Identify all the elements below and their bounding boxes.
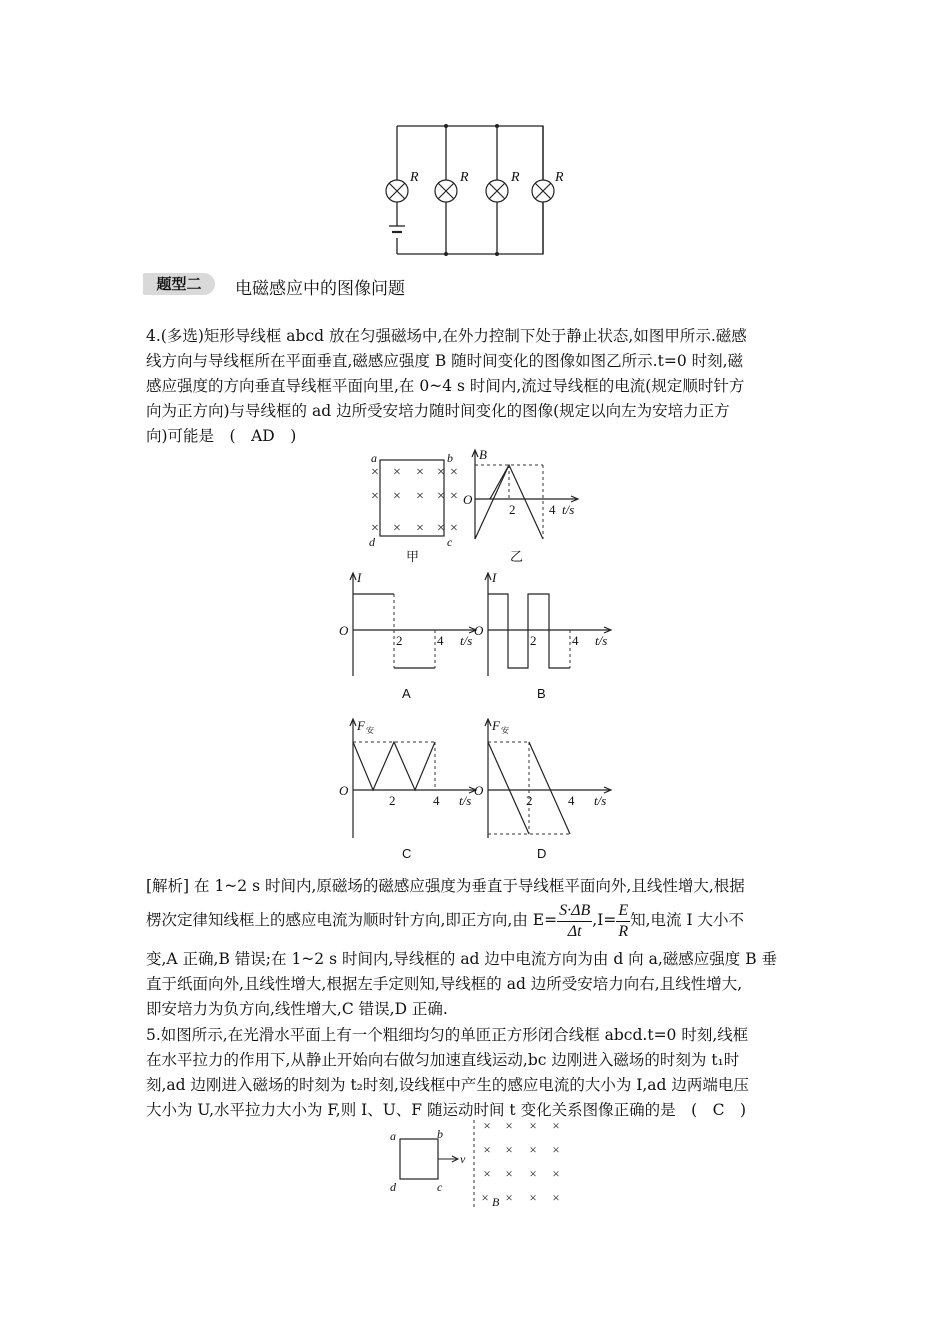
svg-text:×: × (481, 1190, 489, 1205)
q4-line: 感应强度的方向垂直导线框平面向里,在 0~4 s 时间内,流过导线框的电流(规定顺时针方 (146, 377, 745, 395)
svg-text:4: 4 (433, 793, 440, 808)
svg-text:×: × (416, 521, 424, 536)
q4-line: 4.(多选)矩形导线框 abcd 放在匀强磁场中,在外力控制下处于静止状态,如图甲所示.磁感 (146, 327, 747, 345)
option-a-graph (335, 570, 485, 680)
caption-option-c: C (402, 846, 412, 861)
svg-text:B: B (479, 447, 487, 462)
field-cross (371, 465, 458, 536)
svg-text:安: 安 (366, 726, 374, 735)
svg-text:×: × (505, 1142, 513, 1157)
svg-text:2: 2 (530, 633, 537, 648)
svg-text:a: a (390, 1129, 396, 1143)
svg-text:×: × (552, 1118, 560, 1133)
corner-b: b (447, 451, 453, 465)
svg-text:b: b (437, 1127, 443, 1141)
q5-figure (385, 1118, 575, 1213)
analysis-line: 即安培力为负方向,线性增大,C 错误,D 正确. (146, 1000, 448, 1018)
resistor-label: R (555, 170, 564, 185)
q5-line: 大小为 U,水平拉力大小为 F,则 I、U、F 随运动时间 t 变化关系图像正确的是 ( C ) (146, 1101, 747, 1119)
svg-text:×: × (529, 1142, 537, 1157)
figure-yi (455, 447, 590, 542)
svg-text:t/s: t/s (562, 502, 575, 517)
svg-text:×: × (416, 465, 424, 480)
svg-text:O: O (339, 623, 349, 638)
svg-text:v: v (460, 1152, 466, 1166)
svg-text:×: × (393, 521, 401, 536)
svg-text:×: × (416, 489, 424, 504)
svg-text:×: × (529, 1166, 537, 1181)
svg-text:×: × (483, 1142, 491, 1157)
svg-text:2: 2 (526, 793, 533, 808)
svg-text:×: × (505, 1166, 513, 1181)
svg-text:×: × (552, 1190, 560, 1205)
svg-text:O: O (474, 783, 484, 798)
fraction-emf: $\frac{S\cdot\Delta B}{\Delta t}$ (559, 901, 591, 940)
option-b-graph (470, 570, 620, 680)
svg-text:×: × (483, 1118, 491, 1133)
caption-option-b: B (537, 686, 546, 701)
figure-jia (364, 452, 464, 548)
svg-text:F: F (492, 718, 500, 733)
svg-text:×: × (371, 465, 379, 480)
svg-text:×: × (437, 521, 445, 536)
caption-option-d: D (537, 846, 547, 861)
svg-text:O: O (339, 783, 349, 798)
svg-text:4: 4 (549, 502, 556, 517)
svg-text:F: F (357, 718, 365, 733)
option-c-graph (335, 716, 485, 842)
circuit-diagram (380, 118, 564, 260)
resistor-label: R (460, 170, 469, 185)
q5-line: 5.如图所示,在光滑水平面上有一个粗细均匀的单匝正方形闭合线框 abcd.t=0 时刻,线框 (146, 1026, 749, 1044)
q5-line: 刻,ad 边刚进入磁场的时刻为 t₂时刻,设线框中产生的感应电流的大小为 I,ad 边两端电压 (146, 1076, 749, 1094)
svg-text:O: O (463, 492, 473, 507)
analysis-line: 直于纸面向外,且线性增大,根据左手定则知,导线框的 ad 边所受安培力向右,且线性增大, (146, 975, 743, 993)
svg-text:2: 2 (389, 793, 396, 808)
q4-line: 向)可能是 ( AD ) (146, 427, 297, 445)
caption-yi: 乙 (510, 550, 524, 565)
svg-text:×: × (505, 1190, 513, 1205)
svg-text:×: × (393, 489, 401, 504)
svg-text:c: c (437, 1180, 443, 1194)
svg-text:I: I (492, 570, 497, 585)
caption-option-a: A (402, 686, 411, 701)
q4-line: 向为正方向)与导线框的 ad 边所受安培力随时间变化的图像(规定以向左为安培力正方 (146, 402, 730, 420)
svg-text:×: × (552, 1142, 560, 1157)
corner-d: d (369, 535, 375, 549)
svg-text:4: 4 (568, 793, 575, 808)
analysis-line: 变,A 正确,B 错误;在 1~2 s 时间内,导线框的 ad 边中电流方向为由 d 向 a,磁感应强度 B 垂 (146, 950, 778, 968)
svg-text:O: O (474, 623, 484, 638)
svg-text:t/s: t/s (595, 633, 608, 648)
svg-text:×: × (371, 489, 379, 504)
svg-text:2: 2 (509, 502, 516, 517)
svg-text:×: × (371, 521, 379, 536)
caption-jia: 甲 (406, 550, 420, 565)
analysis-formula-line: 楞次定律知线框上的感应电流为顺时针方向,即正方向,由 E= $\frac{S\cdot\Delta B}{\Delta t}$ ,I= $\frac{E}{R}$ 知,电流 I 大小不 (146, 901, 744, 940)
corner-a: a (371, 451, 377, 465)
svg-text:×: × (505, 1118, 513, 1133)
q4-line: 线方向与导线框所在平面垂直,磁感应强度 B 随时间变化的图像如图乙所示.t=0 时刻,磁 (146, 352, 744, 370)
svg-text:4: 4 (572, 633, 579, 648)
resistor-label: R (511, 170, 520, 185)
svg-text:×: × (450, 489, 458, 504)
svg-text:I: I (357, 570, 362, 585)
section-title: 电磁感应中的图像问题 (235, 279, 405, 299)
svg-text:×: × (437, 489, 445, 504)
svg-text:×: × (483, 1166, 491, 1181)
svg-text:×: × (529, 1190, 537, 1205)
svg-text:4: 4 (437, 633, 444, 648)
svg-text:×: × (450, 521, 458, 536)
svg-text:d: d (390, 1180, 396, 1194)
svg-text:×: × (437, 465, 445, 480)
svg-text:t/s: t/s (594, 793, 607, 808)
fraction-current: $\frac{E}{R}$ (618, 901, 629, 940)
svg-text:×: × (450, 465, 458, 480)
svg-text:安: 安 (501, 726, 509, 735)
svg-text:2: 2 (396, 633, 403, 648)
analysis-line: [解析] 在 1~2 s 时间内,原磁场的磁感应强度为垂直于导线框平面向外,且线性增大,根据 (146, 877, 745, 895)
q5-line: 在水平拉力的作用下,从静止开始向右做匀加速直线运动,bc 边刚进入磁场的时刻为 t₁时 (146, 1051, 740, 1069)
svg-text:B: B (492, 1195, 500, 1209)
corner-c: c (447, 535, 453, 549)
svg-text:×: × (552, 1166, 560, 1181)
svg-text:×: × (393, 465, 401, 480)
option-d-graph (470, 716, 620, 842)
resistor-label: R (410, 170, 419, 185)
section-badge: 题型二 (143, 273, 215, 295)
svg-text:t/s: t/s (460, 633, 473, 648)
svg-text:t/s: t/s (459, 793, 472, 808)
svg-text:×: × (529, 1118, 537, 1133)
